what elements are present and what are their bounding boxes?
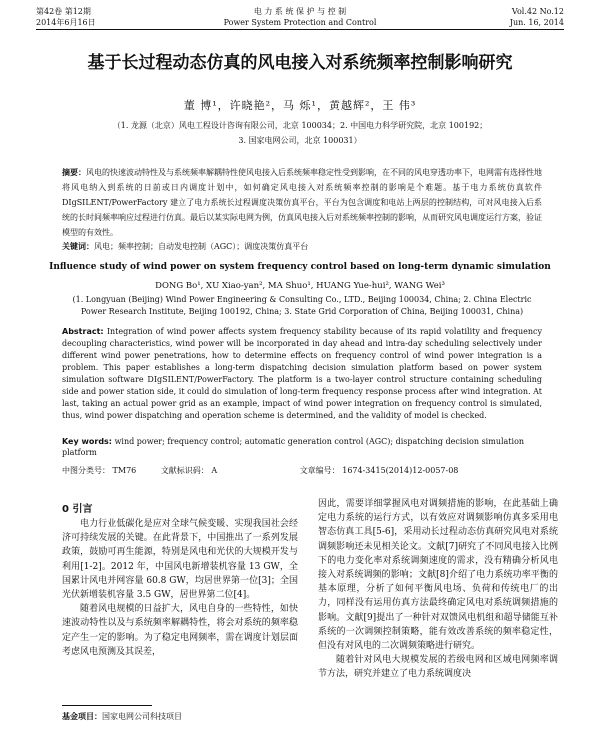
article-id-label: 文章编号： — [299, 466, 340, 475]
journal-name: 电 力 系 统 保 护 与 控 制 Power System Protection and Control — [223, 7, 377, 27]
issue-info: 第42卷 第12期 2014年6月16日 — [36, 7, 96, 27]
body-paragraph: 随着风电规模的日益扩大，风电自身的一些特性，如快速波动特性以及与系统频率解耦特性，将会对系统的频率稳定产生一定的影响。为了稳定电网频率，需在调度计划层面考虑风电预测及其误差， — [62, 604, 298, 657]
body-paragraph: 随着针对风电大规模发展的若级电网和区域电网频率调节方法，研究并建立了电力系统调度决 — [318, 655, 558, 680]
abstract-cn-label: 摘要： — [62, 168, 86, 177]
body-paragraph: 电力行业低碳化是应对全球气候变暖、实现我国社会经济可持续发展的关键。在此背景下，中国推出了一系列发展政策，鼓励可再生能源，特别是风电和光伏的大规模开发与利用[1-2]。2012 年，中国风电新增装机容量 13 GW，全国累计风电并网容量 60.8 GW，均居世界第一位[3]；全国光伏新增装机容量 3.5 GW，居世界第二位[4]。 — [62, 519, 298, 601]
footnote-rule — [62, 705, 152, 706]
paper-title-en: Influence study of wind power on system frequency control based on long-term dynamic simulation — [49, 262, 551, 272]
running-header — [36, 6, 564, 30]
keywords-cn — [62, 241, 542, 252]
body-paragraph: 因此，需要详细掌握风电对调频措施的影响，在此基础上确定电力系统的运行方式，以有效应对调频影响仿真多采用电智态仿真工具[5-6]，采用动长过程动态仿真研究风电对系统调频影响还未见相关论文。文献[7]研究了不同风电接入比例下的电力变化率对系统调频速度的需求，没有精确分析风电接入对系统调频的影响；文献[8]介绍了电力系统功率平衡的基本原理，分析了如何平衡风电场、负荷和传统电厂的出力，同样没有运用仿真方法最终确定风电对系统调频措施的影响。文献[9]提出了一种针对双馈风电机组和超导储能互补系统的一次调频控制策略，能有效改善系统的频率稳定性，但没有对风电的二次调频策略进行研究。 — [318, 499, 558, 652]
keywords-en — [62, 436, 542, 458]
affiliations-cn: （1. 龙源（北京）风电工程设计咨询有限公司，北京 100034；2. 中国电力科学研究院，北京 100192； 3. 国家电网公司，北京 100031） — [112, 121, 488, 145]
keywords-en-text: wind power; frequency control; automatic generation control (AGC); dispatching decision simulation platform — [62, 437, 525, 457]
body-left-column — [62, 517, 298, 659]
funding-note — [62, 711, 182, 722]
header-rule — [36, 29, 564, 30]
abstract-en-text: Integration of wind power affects system frequency stability because of its rapid volatility and frequency decoupling characteristics, wind power will be incorporated in day ahead and intra-day scheduling selectively under different wind power penetrations, how to determine effects on frequency control of wind power integration is a problem. This paper establishes a long-term dispatching decision simulation platform based on power system simulation software DIgSILENT/PowerFactory. The platform is a two-layer control structure containing scheduling side and power station side, it could do simulation of long-term frequency response process after wind integration. At last, taking an actual power grid as an example, impact of wind power integration on frequency control is simulated, thus, wind power dispatching and operation scheme is determined, and the validity of model is checked. — [62, 327, 542, 420]
abstract-en — [62, 326, 542, 422]
keywords-en-label: Key words: — [62, 437, 113, 446]
funding-text: 国家电网公司科技项目 — [102, 712, 182, 721]
keywords-cn-text: 风电；频率控制；自动发电控制（AGC）；调度决策仿真平台 — [94, 242, 309, 251]
body-right-column — [318, 497, 558, 682]
abstract-cn — [62, 165, 542, 240]
doc-code-label: 文献标识码： — [160, 466, 209, 475]
clc-value: TM76 — [112, 466, 137, 475]
keywords-cn-label: 关键词： — [62, 242, 94, 251]
abstract-cn-text: 风电的快速波动特性及与系统频率解耦特性使风电接入后系统频率稳定性受到影响，在不同的风电穿透功率下，电网需有选择性地将风电纳入到系统的日前或日内调度计划中，如何确定风电接入对系统频率控制的影响是个难题。基于电力系统仿真软件 DIgSILENT/PowerFactory 建立了电力系统长过程调度决策仿真平台，平台为包含调度和电站上两层的控制结构，可对风电接入后系统的长时间频率响应过程进行仿真。最后以某实际电网为例，仿真风电接入后对系统频率控制的影响，从而研究风电调度运行方案，验证模型的有效性。 — [62, 168, 542, 237]
doc-code-value: A — [211, 466, 218, 475]
volume-info: Vol.42 No.12 Jun. 16, 2014 — [509, 7, 564, 27]
article-id-value: 1674-3415(2014)12-0057-08 — [342, 466, 459, 475]
affiliations-en: (1. Longyuan (Beijing) Wind Power Engineering & Consulting Co., LTD., Beijing 100034, China; 2. China Electric Power Research Institute, Beijing 100192, China; 3. State Grid Corporation of China, Beijing 100031, China) — [72, 295, 532, 316]
abstract-en-label: Abstract: — [62, 327, 104, 336]
clc-label: 中图分类号： — [62, 466, 110, 475]
paper-title: 基于长过程动态仿真的风电接入对系统频率控制影响研究 — [87, 53, 513, 73]
classification-line — [62, 465, 542, 476]
authors-cn: 董 博¹，许晓艳²，马 烁¹，黄越辉²，王 伟³ — [183, 99, 417, 112]
funding-label: 基金项目： — [62, 712, 102, 721]
authors-en: DONG Bo¹, XU Xiao-yan², MA Shuo¹, HUANG Yue-hui², WANG Wei³ — [155, 281, 445, 291]
section-heading: 0 引言 — [62, 504, 93, 515]
